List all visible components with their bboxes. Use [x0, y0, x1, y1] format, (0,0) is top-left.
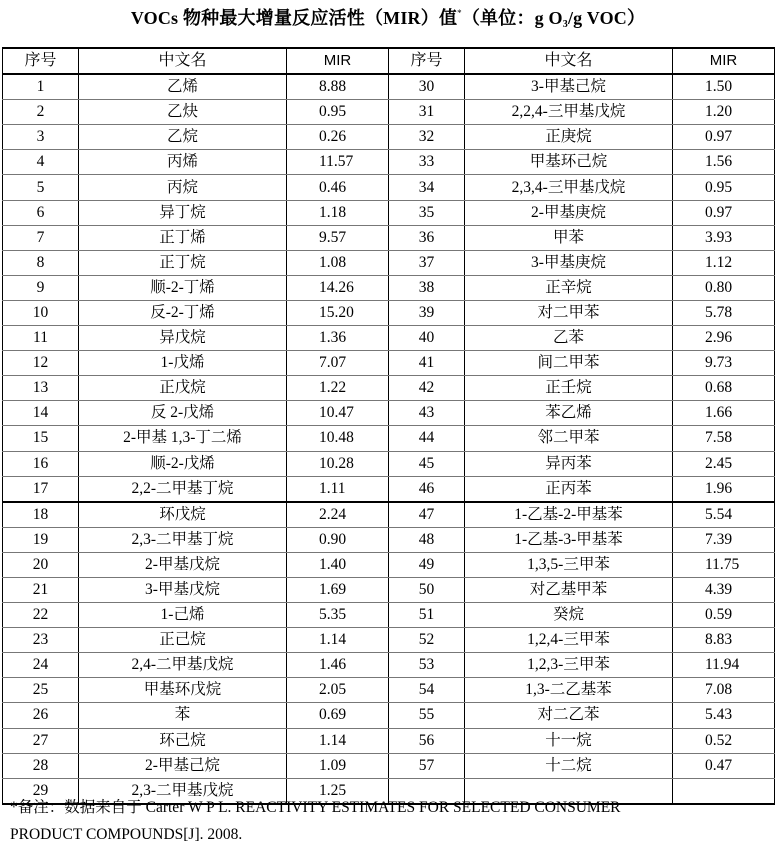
table-header-row: [3, 48, 775, 74]
cell-right-name: 异丙苯: [465, 451, 673, 476]
table-row: [3, 653, 775, 678]
cell-right-name: 正庚烷: [465, 125, 673, 150]
cell-left-name: 乙烯: [79, 74, 287, 100]
cell-left-mir: 0.26: [287, 125, 389, 150]
cell-left-name: 丙烷: [79, 175, 287, 200]
cell-right-no: 38: [389, 275, 465, 300]
cell-right-no: 32: [389, 125, 465, 150]
cell-left-name: 顺-2-丁烯: [79, 275, 287, 300]
cell-right-name: 甲苯: [465, 225, 673, 250]
cell-right-no: 51: [389, 603, 465, 628]
cell-right-name: 甲基环己烷: [465, 150, 673, 175]
cell-left-no: 12: [3, 351, 79, 376]
table-row: [3, 577, 775, 602]
cell-right-name: 3-甲基己烷: [465, 74, 673, 100]
cell-right-no: 57: [389, 753, 465, 778]
cell-left-name: 正戊烷: [79, 376, 287, 401]
cell-left-name: 2,3-二甲基丁烷: [79, 527, 287, 552]
cell-right-mir: 1.66: [673, 401, 775, 426]
cell-left-mir: 10.48: [287, 426, 389, 451]
cell-right-mir: 1.20: [673, 100, 775, 125]
table-row: [3, 728, 775, 753]
cell-right-no: 54: [389, 678, 465, 703]
cell-right-no: 31: [389, 100, 465, 125]
cell-left-name: 甲基环戊烷: [79, 678, 287, 703]
cell-left-no: 14: [3, 401, 79, 426]
table-row: [3, 326, 775, 351]
cell-left-mir: 1.18: [287, 200, 389, 225]
cell-right-mir: 5.78: [673, 300, 775, 325]
cell-left-name: 正丁烯: [79, 225, 287, 250]
cell-right-name: 间二甲苯: [465, 351, 673, 376]
cell-right-mir: 3.93: [673, 225, 775, 250]
cell-left-name: 正己烷: [79, 628, 287, 653]
footnote-line-2: PRODUCT COMPOUNDS[J]. 2008.: [10, 826, 243, 843]
cell-right-mir: 0.68: [673, 376, 775, 401]
cell-left-name: 1-己烯: [79, 603, 287, 628]
table-row: [3, 100, 775, 125]
table-row: [3, 225, 775, 250]
title-asterisk: *: [457, 8, 462, 18]
table-row: [3, 628, 775, 653]
cell-left-mir: 8.88: [287, 74, 389, 100]
table-row: [3, 703, 775, 728]
cell-right-no: 55: [389, 703, 465, 728]
cell-right-no: 44: [389, 426, 465, 451]
cell-left-name: 2-甲基 1,3-丁二烯: [79, 426, 287, 451]
table-row: [3, 527, 775, 552]
cell-right-mir: 2.45: [673, 451, 775, 476]
cell-left-name: 2,3-二甲基戊烷: [79, 778, 287, 804]
cell-left-mir: 1.14: [287, 628, 389, 653]
cell-right-no: 48: [389, 527, 465, 552]
footnote: [10, 794, 770, 848]
cell-left-no: 28: [3, 753, 79, 778]
cell-left-no: 18: [3, 502, 79, 528]
cell-right-mir: 0.47: [673, 753, 775, 778]
cell-left-mir: 10.28: [287, 451, 389, 476]
cell-right-name: 十一烷: [465, 728, 673, 753]
cell-left-mir: 9.57: [287, 225, 389, 250]
cell-left-no: 2: [3, 100, 79, 125]
cell-left-name: 乙烷: [79, 125, 287, 150]
table-row: [3, 476, 775, 502]
cell-right-name: 苯乙烯: [465, 401, 673, 426]
cell-left-mir: 14.26: [287, 275, 389, 300]
cell-left-mir: 0.46: [287, 175, 389, 200]
cell-left-no: 9: [3, 275, 79, 300]
table-row: [3, 552, 775, 577]
cell-left-name: 2-甲基戊烷: [79, 552, 287, 577]
table-row: [3, 426, 775, 451]
table-row: [3, 275, 775, 300]
cell-right-name: 邻二甲苯: [465, 426, 673, 451]
cell-left-no: 3: [3, 125, 79, 150]
cell-right-no: 37: [389, 250, 465, 275]
cell-left-no: 8: [3, 250, 79, 275]
table-row: [3, 603, 775, 628]
table-row: [3, 300, 775, 325]
cell-left-no: 29: [3, 778, 79, 804]
cell-right-no: 43: [389, 401, 465, 426]
cell-right-name: 对乙基甲苯: [465, 577, 673, 602]
cell-right-mir: 0.97: [673, 200, 775, 225]
cell-right-name: 1-乙基-3-甲基苯: [465, 527, 673, 552]
header-no-left: 序号: [3, 48, 79, 74]
cell-left-no: 6: [3, 200, 79, 225]
cell-right-name: 2-甲基庚烷: [465, 200, 673, 225]
cell-right-no: 42: [389, 376, 465, 401]
footnote-line-1: *备注：数据来自于 Carter W P L. REACTIVITY ESTIMATES FOR SELECTED CONSUMER: [10, 799, 621, 816]
cell-right-mir: 2.96: [673, 326, 775, 351]
mir-table: [2, 47, 775, 805]
table-row: [3, 451, 775, 476]
table-row: [3, 200, 775, 225]
cell-left-mir: 1.46: [287, 653, 389, 678]
cell-right-mir: 7.58: [673, 426, 775, 451]
cell-right-name: 十二烷: [465, 753, 673, 778]
cell-left-mir: 10.47: [287, 401, 389, 426]
title-unit-subscript: 3: [562, 19, 568, 30]
table-row: [3, 502, 775, 528]
cell-left-mir: 2.05: [287, 678, 389, 703]
cell-left-no: 4: [3, 150, 79, 175]
cell-right-no: 50: [389, 577, 465, 602]
cell-left-no: 17: [3, 476, 79, 502]
cell-left-no: 19: [3, 527, 79, 552]
cell-right-no: 40: [389, 326, 465, 351]
cell-right-mir: 8.83: [673, 628, 775, 653]
cell-left-name: 异丁烷: [79, 200, 287, 225]
cell-left-mir: 2.24: [287, 502, 389, 528]
cell-right-mir: 7.39: [673, 527, 775, 552]
cell-right-no: 41: [389, 351, 465, 376]
cell-left-no: 22: [3, 603, 79, 628]
cell-right-name: 3-甲基庚烷: [465, 250, 673, 275]
cell-right-name: 正辛烷: [465, 275, 673, 300]
cell-left-mir: 1.11: [287, 476, 389, 502]
cell-left-no: 23: [3, 628, 79, 653]
cell-left-name: 2,4-二甲基戊烷: [79, 653, 287, 678]
cell-left-name: 反 2-戊烯: [79, 401, 287, 426]
cell-right-mir: 0.80: [673, 275, 775, 300]
cell-left-name: 乙炔: [79, 100, 287, 125]
cell-left-no: 11: [3, 326, 79, 351]
page-title: [0, 4, 776, 30]
cell-left-mir: 7.07: [287, 351, 389, 376]
cell-right-no: 47: [389, 502, 465, 528]
cell-left-mir: 11.57: [287, 150, 389, 175]
cell-left-mir: 1.14: [287, 728, 389, 753]
table-body: [3, 74, 775, 804]
cell-right-mir: 9.73: [673, 351, 775, 376]
title-unit-suffix: /g VOC）: [567, 8, 646, 28]
cell-right-mir: 7.08: [673, 678, 775, 703]
cell-left-name: 正丁烷: [79, 250, 287, 275]
cell-right-mir: 0.97: [673, 125, 775, 150]
cell-right-name: 1,2,4-三甲苯: [465, 628, 673, 653]
cell-right-name: 癸烷: [465, 603, 673, 628]
cell-left-mir: 1.69: [287, 577, 389, 602]
cell-right-name: 对二乙苯: [465, 703, 673, 728]
cell-right-no: 33: [389, 150, 465, 175]
cell-right-name: 1,3-二乙基苯: [465, 678, 673, 703]
cell-left-no: 10: [3, 300, 79, 325]
cell-left-name: 1-戊烯: [79, 351, 287, 376]
table-row: [3, 250, 775, 275]
cell-left-mir: 1.40: [287, 552, 389, 577]
cell-right-no: 35: [389, 200, 465, 225]
cell-right-mir: 5.54: [673, 502, 775, 528]
cell-left-mir: 0.69: [287, 703, 389, 728]
cell-left-mir: 0.95: [287, 100, 389, 125]
cell-right-mir: 11.94: [673, 653, 775, 678]
cell-right-no: 49: [389, 552, 465, 577]
cell-left-name: 反-2-丁烯: [79, 300, 287, 325]
cell-right-name: 1-乙基-2-甲基苯: [465, 502, 673, 528]
cell-right-mir: 1.12: [673, 250, 775, 275]
cell-left-mir: 1.22: [287, 376, 389, 401]
cell-right-mir: 1.96: [673, 476, 775, 502]
cell-right-name: 1,2,3-三甲苯: [465, 653, 673, 678]
cell-left-no: 26: [3, 703, 79, 728]
cell-left-mir: 1.09: [287, 753, 389, 778]
header-name-left: 中文名: [79, 48, 287, 74]
table-row: [3, 351, 775, 376]
cell-left-mir: 1.25: [287, 778, 389, 804]
table-row: [3, 74, 775, 100]
table-row: [3, 125, 775, 150]
cell-right-no: 36: [389, 225, 465, 250]
cell-right-no: 39: [389, 300, 465, 325]
table-row: [3, 150, 775, 175]
cell-right-mir: 0.59: [673, 603, 775, 628]
cell-right-mir: 0.95: [673, 175, 775, 200]
cell-left-name: 环戊烷: [79, 502, 287, 528]
table-row: [3, 376, 775, 401]
cell-left-no: 7: [3, 225, 79, 250]
cell-left-mir: 5.35: [287, 603, 389, 628]
cell-left-name: 异戊烷: [79, 326, 287, 351]
cell-left-name: 顺-2-戊烯: [79, 451, 287, 476]
cell-right-name: 正壬烷: [465, 376, 673, 401]
cell-left-no: 25: [3, 678, 79, 703]
cell-right-mir: 1.56: [673, 150, 775, 175]
cell-left-mir: 15.20: [287, 300, 389, 325]
cell-right-no: 56: [389, 728, 465, 753]
cell-left-no: 15: [3, 426, 79, 451]
cell-left-name: 2-甲基己烷: [79, 753, 287, 778]
cell-right-name: 2,2,4-三甲基戊烷: [465, 100, 673, 125]
header-no-right: 序号: [389, 48, 465, 74]
cell-left-mir: 1.36: [287, 326, 389, 351]
cell-right-mir: 1.50: [673, 74, 775, 100]
header-mir-left: MIR: [287, 48, 389, 74]
header-name-right: 中文名: [465, 48, 673, 74]
cell-right-mir: 5.43: [673, 703, 775, 728]
cell-left-no: 27: [3, 728, 79, 753]
cell-left-no: 5: [3, 175, 79, 200]
cell-left-no: 1: [3, 74, 79, 100]
cell-right-no: 45: [389, 451, 465, 476]
cell-right-mir: 0.52: [673, 728, 775, 753]
title-unit-prefix: （单位：g O: [461, 8, 563, 28]
cell-right-name: 2,3,4-三甲基戊烷: [465, 175, 673, 200]
header-mir-right: MIR: [673, 48, 775, 74]
cell-left-no: 16: [3, 451, 79, 476]
cell-left-name: 苯: [79, 703, 287, 728]
table-row: [3, 401, 775, 426]
cell-left-name: 2,2-二甲基丁烷: [79, 476, 287, 502]
cell-right-no: 46: [389, 476, 465, 502]
cell-left-name: 丙烯: [79, 150, 287, 175]
cell-left-no: 20: [3, 552, 79, 577]
title-main: VOCs 物种最大增量反应活性（MIR）值: [130, 8, 458, 28]
cell-left-name: 环己烷: [79, 728, 287, 753]
table-row: [3, 175, 775, 200]
cell-right-no: 53: [389, 653, 465, 678]
cell-right-name: 正丙苯: [465, 476, 673, 502]
cell-left-mir: 0.90: [287, 527, 389, 552]
cell-right-no: 34: [389, 175, 465, 200]
table-row: [3, 678, 775, 703]
table-row: [3, 753, 775, 778]
cell-right-mir: 4.39: [673, 577, 775, 602]
cell-left-no: 21: [3, 577, 79, 602]
cell-left-name: 3-甲基戊烷: [79, 577, 287, 602]
cell-right-no: 52: [389, 628, 465, 653]
cell-left-no: 13: [3, 376, 79, 401]
cell-right-name: 1,3,5-三甲苯: [465, 552, 673, 577]
cell-right-name: 对二甲苯: [465, 300, 673, 325]
cell-left-mir: 1.08: [287, 250, 389, 275]
cell-right-no: 30: [389, 74, 465, 100]
cell-right-mir: 11.75: [673, 552, 775, 577]
cell-right-name: 乙苯: [465, 326, 673, 351]
cell-left-no: 24: [3, 653, 79, 678]
